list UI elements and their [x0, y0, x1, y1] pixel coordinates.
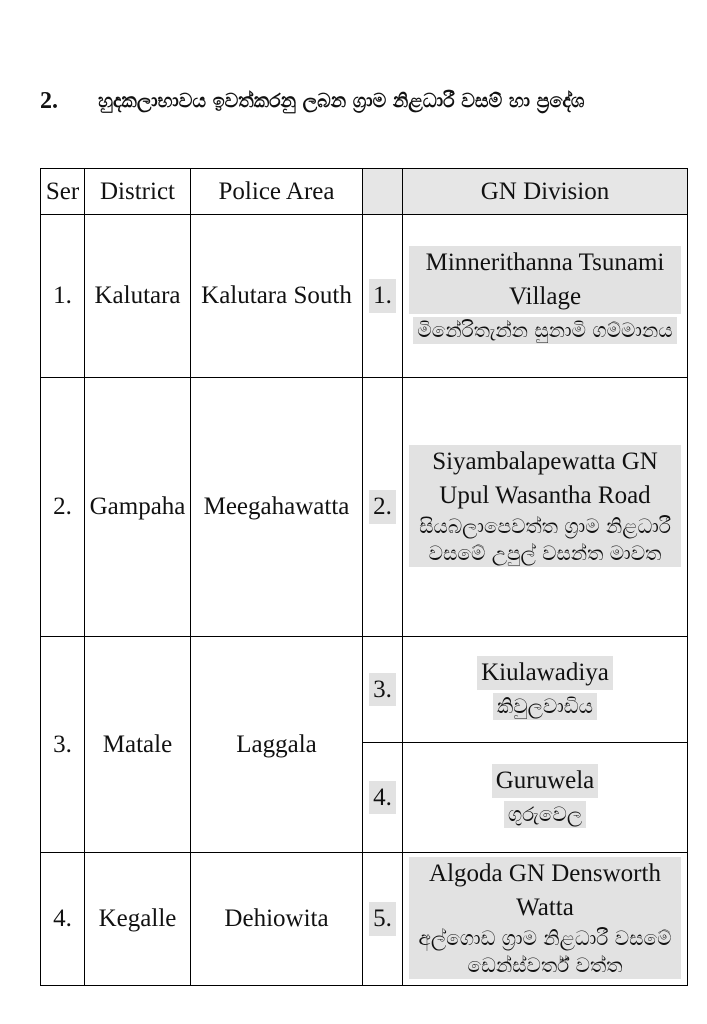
cell-index [363, 378, 403, 637]
cell-ser: 4. [41, 853, 85, 986]
index-label: 5. [369, 902, 396, 936]
cell-index [363, 637, 403, 743]
header-district: District [85, 169, 191, 215]
gn-name-sinhala: කිවුලවාඩිය [493, 693, 597, 720]
cell-ser: 2. [41, 378, 85, 637]
table-header-row [41, 169, 688, 215]
table-row [41, 215, 688, 378]
cell-district: Kegalle [85, 853, 191, 986]
gn-name-sinhala: මිනේරිතැන්න සුනාමි ගම්මානය [413, 317, 676, 344]
cell-district: Kalutara [85, 215, 191, 378]
gn-name-english: Algoda GN Densworth Watta [409, 857, 681, 925]
cell-index [363, 215, 403, 378]
section-title: හුදකලාභාවය ඉවත්කරනු ලබන ග්‍රාම නිළධාරී වසම් හා ප්‍රදේශ [98, 90, 585, 112]
header-ser: Ser [41, 169, 85, 215]
section-number: 2. [40, 88, 58, 114]
cell-district: Gampaha [85, 378, 191, 637]
cell-gn-division [403, 637, 688, 743]
header-police-area: Police Area [191, 169, 363, 215]
cell-gn-division [403, 378, 688, 637]
table-row [41, 853, 688, 986]
header-gn-division: GN Division [403, 169, 688, 215]
index-label: 1. [369, 279, 396, 313]
cell-gn-division [403, 743, 688, 853]
cell-police-area: Kalutara South [191, 215, 363, 378]
gn-name-english: Minnerithanna Tsunami Village [409, 246, 681, 314]
gn-name-sinhala: අල්ගොඩ ග්‍රාම නිළධාරී වසමේ ඩෙන්ස්වර්ත් වත්ත [409, 925, 681, 979]
cell-district: Matale [85, 637, 191, 853]
table-row [41, 378, 688, 637]
table-row [41, 637, 688, 743]
cell-ser: 1. [41, 215, 85, 378]
cell-ser: 3. [41, 637, 85, 853]
cell-police-area: Dehiowita [191, 853, 363, 986]
cell-index [363, 853, 403, 986]
index-label: 3. [369, 673, 396, 707]
cell-gn-division [403, 215, 688, 378]
header-index [363, 169, 403, 215]
gn-name-english: Siyambalapewatta GN Upul Wasantha Road [409, 445, 681, 513]
cell-police-area: Meegahawatta [191, 378, 363, 637]
gn-name-english: Kiulawadiya [477, 656, 613, 690]
index-label: 2. [369, 490, 396, 524]
cell-police-area: Laggala [191, 637, 363, 853]
gn-name-english: Guruwela [492, 764, 599, 798]
gn-division-table [40, 168, 688, 986]
index-label: 4. [369, 781, 396, 815]
cell-index [363, 743, 403, 853]
gn-name-sinhala: සියබලාපෙවත්ත ග්‍රාම නිළධාරී වසමේ උපුල් වසන්ත මාවත [409, 513, 681, 567]
cell-gn-division [403, 853, 688, 986]
gn-name-sinhala: ගුරුවෙල [504, 801, 586, 828]
